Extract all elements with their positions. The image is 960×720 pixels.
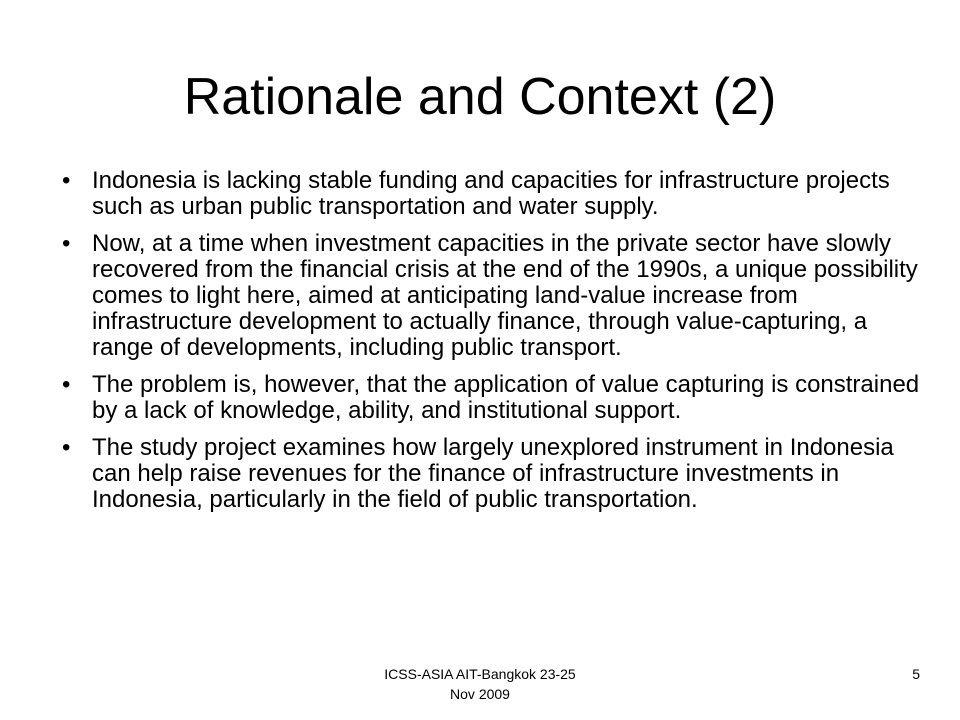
bullet-text: The problem is, however, that the application of value capturing is constrained by a lack of knowledge, ability, and institutional support.: [92, 371, 920, 424]
footer-event-label: [330, 664, 630, 704]
slide-number: 5: [912, 666, 920, 682]
bullet-list: [62, 168, 922, 524]
bullet-item: [62, 231, 922, 361]
slide-title: Rationale and Context (2): [183, 68, 777, 126]
bullet-dot-icon: •: [62, 167, 71, 194]
bullet-item: [62, 435, 922, 513]
bullet-item: [62, 372, 922, 424]
bullet-text: The study project examines how largely unexplored instrument in Indonesia can help raise revenues for the finance of infrastructure investments in Indonesia, particularly in the field of public transportation.: [92, 434, 894, 513]
footer-line-2: Nov 2009: [450, 686, 510, 702]
bullet-dot-icon: •: [62, 230, 71, 257]
bullet-item: [62, 168, 922, 220]
bullet-text: Indonesia is lacking stable funding and capacities for infrastructure projects such as urban public transportation and water supply.: [92, 167, 890, 220]
bullet-dot-icon: •: [62, 434, 71, 461]
bullet-dot-icon: •: [62, 371, 71, 398]
footer-line-1: ICSS-ASIA AIT-Bangkok 23-25: [384, 666, 576, 682]
bullet-text: Now, at a time when investment capacities in the private sector have slowly recovered from the financial crisis at the end of the 1990s, a unique possibility comes to light here, aimed at anticipating land-value increase from infrastructure development to actually finance, through value-capturing, a range of developments, including public transport.: [92, 230, 918, 361]
